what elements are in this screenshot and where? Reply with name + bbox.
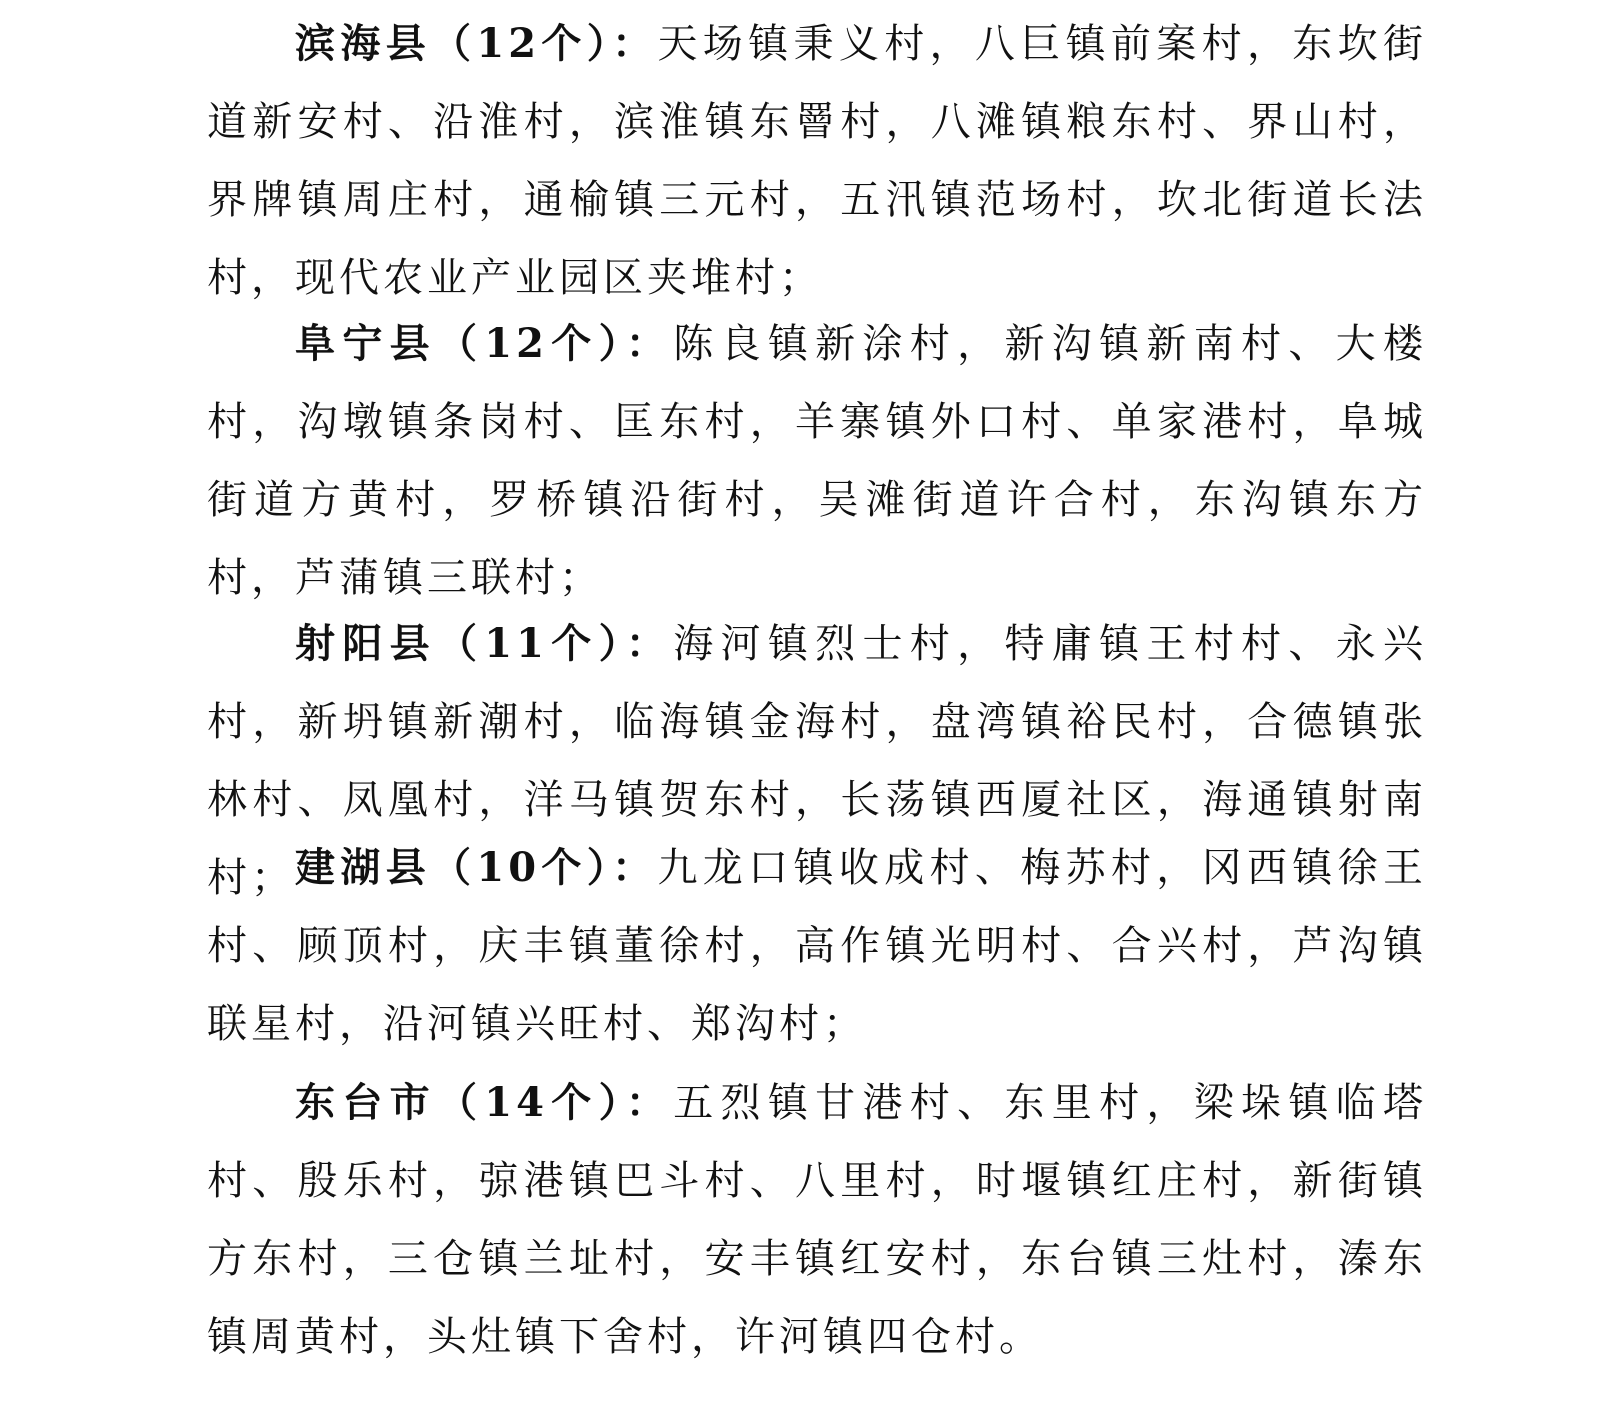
funing-county-paragraph bbox=[207, 305, 1427, 617]
jianhu-county-villages: 九龙口镇收成村、梅苏村，冈西镇徐王村、顾顶村，庆丰镇董徐村，高作镇光明村、合兴村，芦沟镇联星村，沿河镇兴旺村、郑沟村； bbox=[207, 845, 1428, 1047]
jianhu-county-paragraph bbox=[207, 829, 1427, 1063]
dongtai-city-paragraph bbox=[207, 1064, 1427, 1376]
binhai-county-paragraph bbox=[207, 5, 1427, 317]
dongtai-city-heading: 东台市（14个）： bbox=[295, 1079, 674, 1126]
sheyang-county-villages: 海河镇烈士村，特庸镇王村村、永兴村，新坍镇新潮村，临海镇金海村，盘湾镇裕民村，合德镇张林村、凤凰村，洋马镇贺东村，长荡镇西厦社区，海通镇射南村； bbox=[207, 621, 1427, 901]
funing-county-heading: 阜宁县（12个）： bbox=[295, 320, 674, 367]
binhai-county-villages: 天场镇秉义村，八巨镇前案村，东坎街道新安村、沿淮村，滨淮镇东罾村，八滩镇粮东村、界山村，界牌镇周庄村，通榆镇三元村，五汛镇范场村，坎北街道长法村，现代农业产业园区夹堆村； bbox=[207, 21, 1428, 301]
dongtai-city-villages: 五烈镇甘港村、东里村，梁垛镇临塔村、殷乐村，弶港镇巴斗村、八里村，时堰镇红庄村，新街镇方东村，三仓镇兰址村，安丰镇红安村，东台镇三灶村，溱东镇周黄村，头灶镇下舍村，许河镇四仓村。 bbox=[207, 1080, 1427, 1360]
sheyang-county-heading: 射阳县（11个）： bbox=[295, 620, 674, 667]
binhai-county-heading: 滨海县（12个）： bbox=[295, 20, 658, 67]
jianhu-county-heading: 建湖县（10个）： bbox=[295, 844, 658, 891]
funing-county-villages: 陈良镇新涂村，新沟镇新南村、大楼村，沟墩镇条岗村、匡东村，羊寨镇外口村、单家港村，阜城街道方黄村，罗桥镇沿街村，吴滩街道许合村，东沟镇东方村，芦蒲镇三联村； bbox=[207, 321, 1427, 601]
